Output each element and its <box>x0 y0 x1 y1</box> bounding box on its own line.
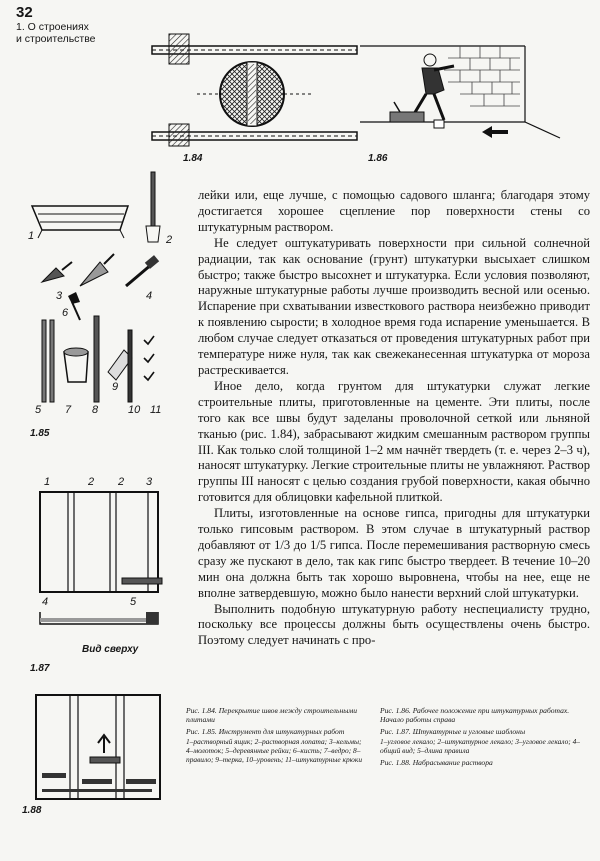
tool-number-3: 3 <box>56 290 63 302</box>
section-title <box>16 21 141 45</box>
tool-number-10: 10 <box>128 404 141 416</box>
tool-number-9: 9 <box>112 381 119 393</box>
captions-right <box>380 706 588 767</box>
caption-1-87-title: Рис. 1.87. Штукатурные и угловые шаблоны <box>380 727 526 737</box>
figure-1-87-label: 1.87 <box>30 663 50 674</box>
template-number-5: 5 <box>130 596 137 608</box>
section-title-line2: и строительстве <box>16 33 96 45</box>
caption-1-84: Рис. 1.84. Перекрытие швов между строительными плитами <box>186 706 358 725</box>
figure-1-84-drawing <box>152 24 357 149</box>
template-number-2b: 2 <box>118 476 125 488</box>
tool-number-1: 1 <box>28 230 35 242</box>
paragraph-sun: Не следует оштукатуривать поверхности при сильной солнечной радиации, так как основание (грунт) штукатурки высыхает слишком быстро; также быстро высохнет и штукатурка. Если условия позволяют, наружные штукатурные работы лучше производить весной или осенью. Испарение при схватывании известкового раствора неизбежно приводит к появлению сырости; в холодное время года испарение уменьшается. В любом случае следует отказаться от проведения штукатурных работ при температуре ниже нуля, так как свежеканесенная штукатурка от мороза растрескивается. <box>198 235 590 377</box>
figure-1-86-drawing <box>360 38 565 148</box>
tool-number-2: 2 <box>166 234 173 246</box>
tool-number-11: 11 <box>150 404 162 416</box>
section-title-line1: 1. О строениях <box>16 21 89 33</box>
figure-1-88-label: 1.88 <box>22 805 42 816</box>
captions-left <box>186 706 370 764</box>
template-number-1: 1 <box>44 476 51 488</box>
paragraph-continuation: лейки или, еще лучше, с помощью садового шланга; благодаря этому достигается хорошее сцепление пор поверхности стены со штукатурным раствором. <box>198 188 590 234</box>
tool-number-4: 4 <box>146 290 153 302</box>
caption-1-85-key: 1–растворный ящик; 2–растворная лопата; 3–кельмы; 4–молоток; 5–деревянные рейки; 6–кисть; 7–ведро; 8–правило; 9–терка, 10–уровень; 11–штукатурные крюки <box>186 736 363 764</box>
caption-1-86: Рис. 1.86. Рабочее положение при штукатурных работах. Начало работы справа <box>380 706 570 725</box>
figure-1-84-label: 1.84 <box>183 153 203 164</box>
tool-number-7: 7 <box>65 404 72 416</box>
caption-1-88: Рис. 1.88. Набрасывание раствора <box>380 757 493 767</box>
template-number-4: 4 <box>42 596 49 608</box>
top-view-label: Вид сверху <box>82 644 139 655</box>
figure-1-85-label: 1.85 <box>30 428 50 439</box>
figure-1-88-drawing <box>34 693 164 803</box>
tool-number-6: 6 <box>62 307 69 319</box>
caption-1-87-key: 1–угловое лекало; 2–штукатурное лекало; 3–угловое лекало; 4–общий вид; 5–длина правила <box>380 736 580 755</box>
body-text <box>198 188 590 649</box>
paragraph-gypsum-boards: Плиты, изготовленные на основе гипса, пригодны для штукатурки только гипсовым раствором. В этом случае в штукатурный раствор добавляют от 1/3 до 1/5 гипса. После перемешивания растворную смесь сразу же пускают в дело, так как гипс быстро твердеет. В течение 10–20 мин она должна быть так хорошо выровнена, чтобы на нее, еще не вполне затвердевшую, можно было нанести верхний слой штукатурки. <box>198 506 590 600</box>
tool-number-8: 8 <box>92 404 99 416</box>
figure-1-87-drawing <box>38 490 173 645</box>
figure-1-86-label: 1.86 <box>368 153 388 164</box>
page-number: 32 <box>16 4 33 21</box>
template-number-2a: 2 <box>88 476 95 488</box>
caption-1-85-title: Рис. 1.85. Инструмент для штукатурных работ <box>186 727 345 737</box>
paragraph-cement-boards: Иное дело, когда грунтом для штукатурки служат легкие строительные плиты, приготовленные на цементе. Эти плиты, после того как все швы будут заделаны проволочной сеткой или льняной тканью (рис. 1.84), забрасывают жидким смешанным раствором группы III. Как только слой толщиной 1–2 мм начнёт твердеть (т. е. через 2–3 ч), наносят штукатурку. Легкие строительные плиты не увлажняют. Раствор группы III наносят с целью создания грубой поверхности, какая обычно готовится для облицовки кафельной плиткой. <box>198 378 590 505</box>
tool-number-5: 5 <box>35 404 42 416</box>
figure-1-85-tools <box>28 170 168 402</box>
paragraph-non-specialist: Выполнить подобную штукатурную работу неспециалисту трудно, поскольку все процессы должны быть осуществлены очень быстро. Поэтому следует начинать с про- <box>198 601 590 648</box>
template-number-3: 3 <box>146 476 153 488</box>
